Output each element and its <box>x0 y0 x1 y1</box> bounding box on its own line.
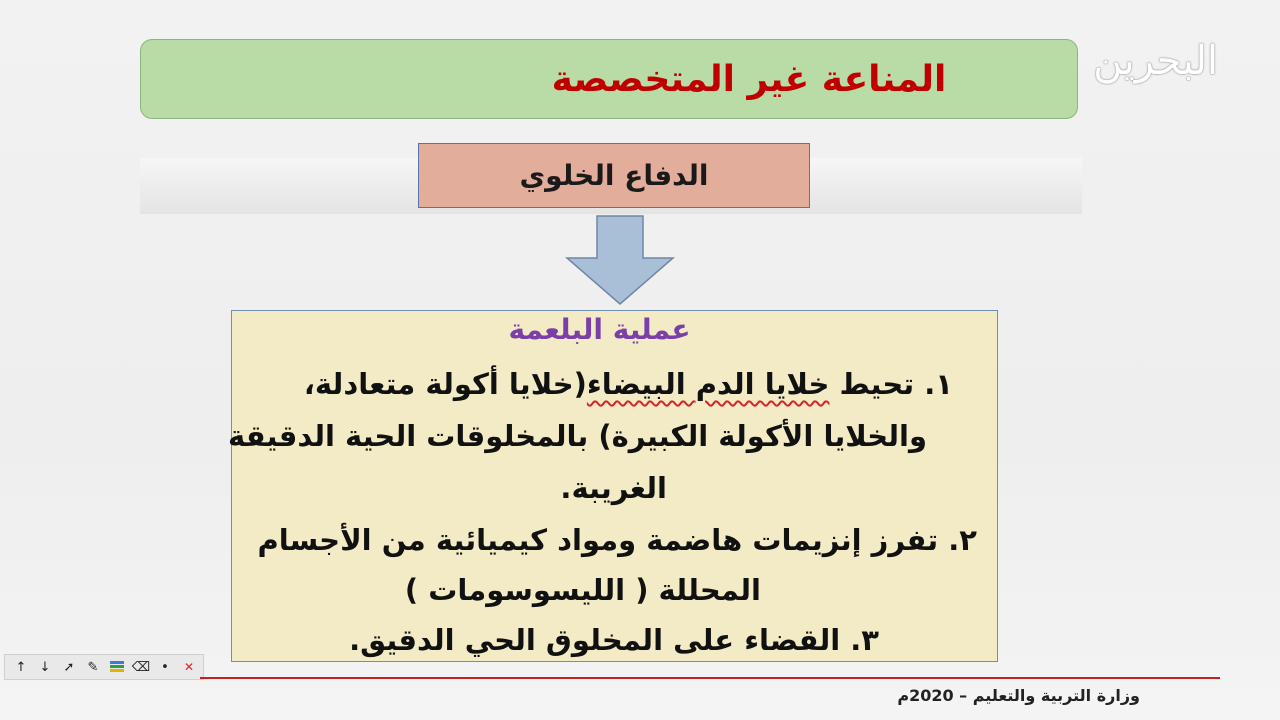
point-1-line-1 <box>304 367 953 401</box>
pointer-icon[interactable]: ➚ <box>63 659 75 675</box>
point-3-line-1: ٣. القضاء على المخلوق الحي الدقيق. <box>349 623 879 657</box>
point-1-prefix: ١. تحيط <box>829 367 953 401</box>
eraser-icon[interactable]: ⌫ <box>131 659 151 675</box>
title-banner <box>140 39 1078 119</box>
point-1-suffix: (خلايا أكولة متعادلة، <box>303 367 587 401</box>
highlighter-icon[interactable] <box>107 657 127 677</box>
content-box <box>228 310 998 662</box>
content-heading: عملية البلعمة <box>508 313 691 346</box>
bahrain-logo: البحرين <box>1093 38 1218 84</box>
arrow-up-icon[interactable]: ↑ <box>15 659 27 675</box>
point-1-line-3: الغريبة. <box>560 471 667 505</box>
footer-text: وزارة التربية والتعليم – 2020م <box>897 686 1140 705</box>
pen-icon[interactable]: ✎ <box>87 659 99 675</box>
footer-divider <box>200 677 1220 679</box>
defense-box <box>418 143 810 208</box>
down-arrow-icon <box>565 214 675 306</box>
page-title: المناعة غير المتخصصة <box>551 58 947 100</box>
arrow-down-icon[interactable]: ↓ <box>39 659 51 675</box>
dot-icon[interactable]: • <box>161 659 169 675</box>
defense-label: الدفاع الخلوي <box>519 159 709 192</box>
point-1-line-2: والخلايا الأكولة الكبيرة) بالمخلوقات الحية الدقيقة <box>228 419 927 453</box>
annotation-toolbar <box>4 654 204 680</box>
point-2-line-1: ٢. تفرز إنزيمات هاضمة ومواد كيميائية من الأجسام <box>257 523 977 557</box>
point-1-highlight: خلايا الدم البيضاء <box>586 367 830 401</box>
close-icon[interactable]: ✕ <box>183 660 195 674</box>
point-2-line-2: المحللة ( الليسوسومات ) <box>404 573 761 607</box>
